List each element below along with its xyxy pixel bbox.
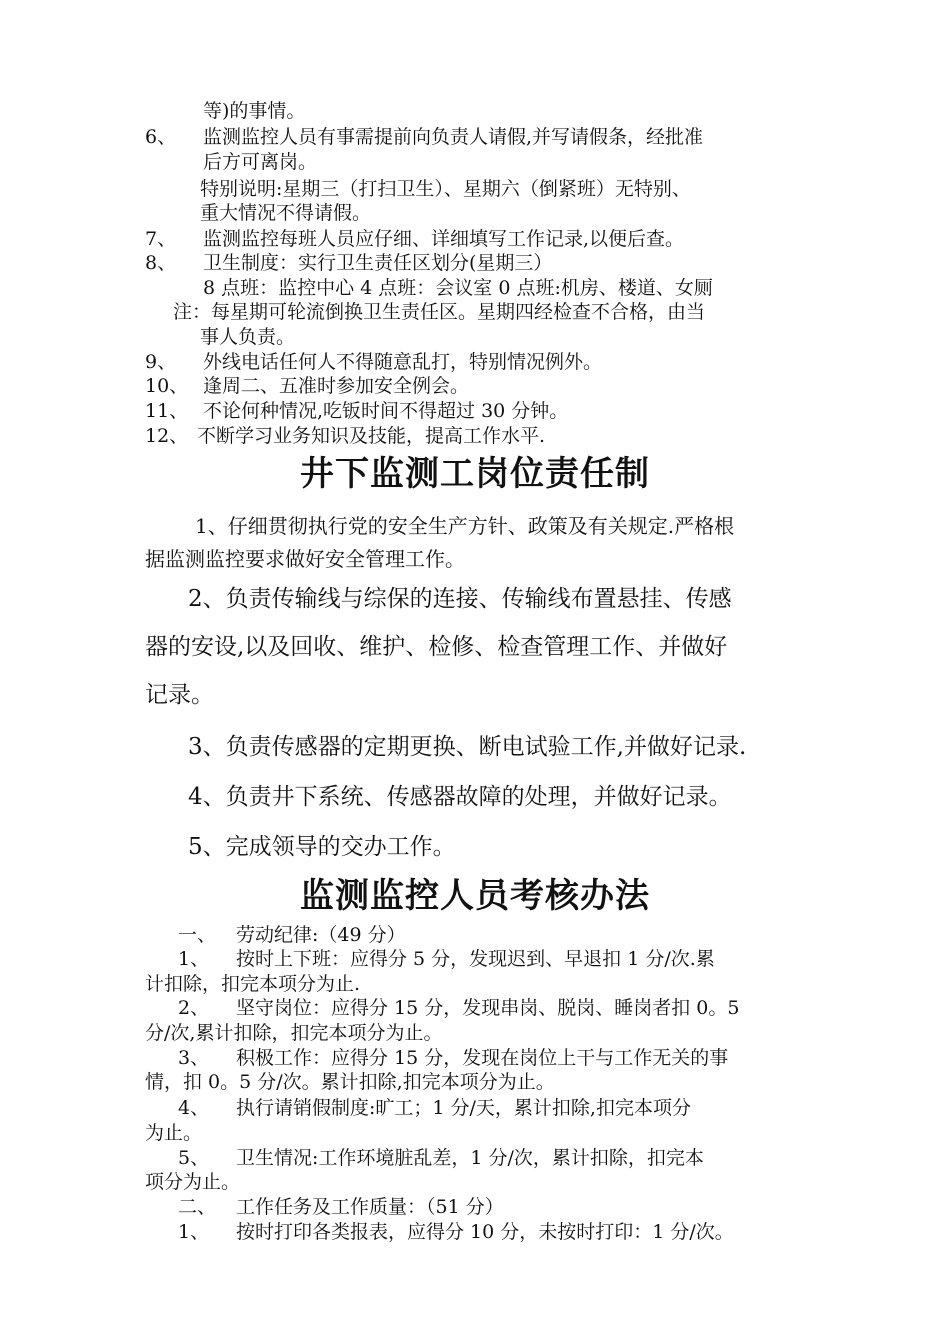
item-a1-line1: 按时上下班：应得分 5 分，发现迟到、早退扣 1 分/次.累 — [236, 948, 715, 970]
item-a3-line2: 情，扣 0。5 分/次。累计扣除,扣完本项分为止。 — [145, 1071, 555, 1093]
special-note-line1: 特别说明:星期三（打扫卫生）、星期六（倒紧班）无特别、 — [200, 178, 691, 200]
item-a2-number: 2、 — [178, 997, 210, 1019]
hygiene-note-line2: 事人负责。 — [200, 326, 296, 348]
duty-1-line2: 据监测监控要求做好安全管理工作。 — [145, 547, 465, 571]
item-a2-line1: 坚守岗位：应得分 15 分，发现串岗、脱岗、睡岗者扣 0。5 — [236, 997, 740, 1019]
rule-9-number: 9、 — [145, 351, 177, 373]
item-a5-number: 5、 — [178, 1147, 210, 1169]
rule-7-text: 监测监控每班人员应仔细、详细填写工作记录,以便后查。 — [203, 228, 685, 250]
rule-continuation-line: 等)的事情。 — [203, 100, 306, 122]
special-note-line2: 重大情况不得请假。 — [200, 202, 372, 224]
duty-3-text: 3、负责传感器的定期更换、断电试验工作,并做好记录. — [188, 734, 747, 760]
item-a3-line1: 积极工作：应得分 15 分，发现在岗位上干与工作无关的事 — [236, 1047, 729, 1069]
part-2-heading: 工作任务及工作质量：（51 分） — [236, 1196, 504, 1218]
part-1-number: 一、 — [178, 924, 217, 946]
item-a2-line2: 分/次,累计扣除，扣完本项分为止。 — [145, 1022, 443, 1044]
rule-12-number: 12、 — [145, 425, 189, 447]
item-a1-line2: 计扣除，扣完本项分为止. — [145, 973, 361, 995]
duty-4-text: 4、负责井下系统、传感器故障的处理，并做好记录。 — [188, 784, 732, 810]
part-1-heading: 劳动纪律:（49 分） — [236, 924, 406, 946]
rule-11-number: 11、 — [145, 400, 189, 422]
item-a3-number: 3、 — [178, 1047, 210, 1069]
duty-2-line3: 记录。 — [145, 682, 214, 708]
rule-6-line2: 后方可离岗。 — [203, 151, 318, 173]
rule-9-text: 外线电话任何人不得随意乱打，特别情况例外。 — [203, 351, 603, 373]
item-b1-number: 1、 — [178, 1221, 210, 1243]
rule-7-number: 7、 — [145, 228, 177, 250]
duty-2-line2: 器的安设,以及回收、维护、检修、检查管理工作、并做好 — [145, 634, 728, 660]
hygiene-note-line1: 注：每星期可轮流倒换卫生责任区。星期四经检查不合格，由当 — [173, 301, 706, 323]
section-title-assessment-method: 监测监控人员考核办法 — [300, 876, 650, 916]
rule-6-number: 6、 — [145, 126, 177, 148]
item-a1-number: 1、 — [178, 948, 210, 970]
item-a4-line2: 为止。 — [145, 1122, 203, 1144]
duty-1-line1: 1、仔细贯彻执行党的安全生产方针、政策及有关规定.严格根 — [195, 514, 735, 538]
duty-2-line1: 2、负责传输线与综保的连接、传输线布置悬挂、传感 — [188, 586, 732, 612]
rule-8-text: 卫生制度：实行卫生责任区划分(星期三） — [203, 252, 553, 274]
rule-11-text: 不论何种情况,吃钣时间不得超过 30 分钟。 — [203, 400, 569, 422]
item-b1-text: 按时打印各类报表，应得分 10 分，未按时打印：1 分/次。 — [236, 1221, 734, 1243]
rule-10-number: 10、 — [145, 375, 189, 397]
item-a5-line1: 卫生情况:工作环境脏乱差，1 分/次，累计扣除，扣完本 — [236, 1147, 704, 1169]
item-a4-number: 4、 — [178, 1097, 210, 1119]
duty-5-text: 5、完成领导的交办工作。 — [188, 834, 456, 860]
section-title-underground-monitor-duties: 井下监测工岗位责任制 — [300, 454, 650, 494]
part-2-number: 二、 — [178, 1196, 217, 1218]
rule-12-text: 不断学习业务知识及技能，提高工作水平. — [197, 425, 546, 447]
item-a4-line1: 执行请销假制度:旷工；1 分/天，累计扣除,扣完本项分 — [236, 1097, 691, 1119]
rule-6-line1: 监测监控人员有事需提前向负责人请假,并写请假条，经批准 — [203, 126, 704, 148]
item-a5-line2: 项分为止。 — [145, 1171, 241, 1193]
rule-10-text: 逢周二、五准时参加安全例会。 — [203, 375, 470, 397]
rule-8-number: 8、 — [145, 252, 177, 274]
shift-assignment-line: 8 点班：监控中心 4 点班：会议室 0 点班:机房、楼道、女厕 — [203, 277, 713, 299]
